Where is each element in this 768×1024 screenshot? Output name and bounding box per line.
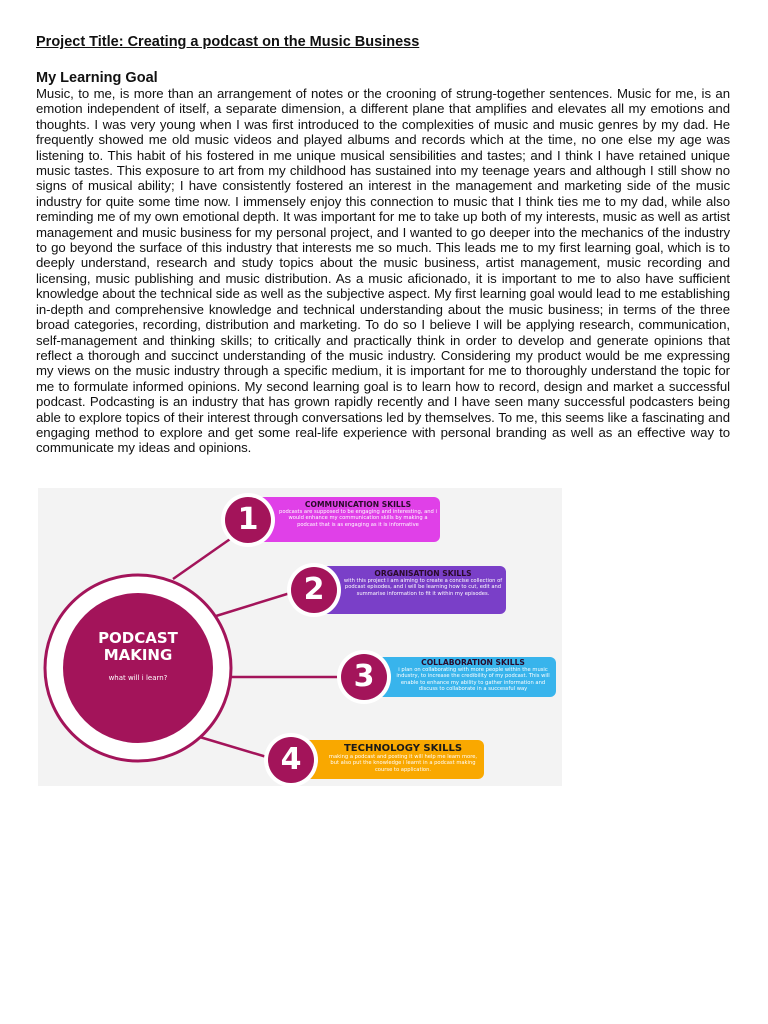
- project-title: Project Title: Creating a podcast on the Music Business: [36, 34, 420, 50]
- podcast-infographic: [38, 488, 562, 786]
- learning-goal-paragraph: Music, to me, is more than an arrangement of notes or the crooning of strung-together sentences. Music for me, is an emotion independent of itself, a separate dimension, a different plane that amplifies and elevates all my emotions and thoughts. I was very young when I was first introduced to the complexities of music and music genres by my dad. He frequently showed me old music videos and played albums and records which at the time, no one else my age was listening to. This habit of his fostered in me unique musical sensibilities and tastes; and I think I have retained unique music tastes. This exposure to art from my childhood has sustained into my teenage years and although I still show no signs of musical ability; I have consistently fostered an interest in the management and marketing side of the music industry for quite some time now. I immensely enjoy this connection to music that I think ties me to my dad, while also reminding me of my own emotional depth. It was important for me to take up both of my interests, music as well as artist management and music business for my personal project, and I wanted to go deeper into the mechanics of the industry to go beyond the surface of this industry that interests me so much. This leads me to my first learning goal, which is to deeply understand, research and study topics about the music business, artist management, music recording and licensing, music publishing and music distribution. As a music aficionado, it is important to me to also have sufficient knowledge about the technical side as well as the subjective aspect. My first learning goal would lead to me establishing in-depth and comprehensive knowledge and technical understanding about the music business; in terms of the three broad categories, recording, distribution and marketing. To do so I believe I will be applying research, communication, self-management and thinking skills; to critically and practically think in order to develop and generate opinions that reflect a thorough and succinct understanding of the music industry. Considering my product would be me expressing my views on the music industry through a specific medium, it is important for me to thoroughly understand the topic for me to formulate informed opinions. My second learning goal is to learn how to record, design and market a successful podcast. Podcasting is an industry that has grown rapidly recently and I have seen many successful podcasters being able to explore topics of their interest through conversations led by themselves. To me, this seems like a fascinating and engaging method to explore and get some real-life experience with personal branding as well as an effective way to communicate my ideas and opinions.: [36, 86, 730, 456]
- item-number-2: 2: [303, 572, 325, 607]
- box-1-text: podcasts are supposed to be engaging and interesting, and i would enhance my communication skills by making a podcast that is as engaging as it is informative: [279, 509, 437, 528]
- box-3-content: [392, 658, 554, 693]
- box-3-title: COLLABORATION SKILLS: [421, 658, 525, 667]
- item-number-4: 4: [280, 742, 302, 777]
- center-subtitle: what will i learn?: [108, 674, 168, 682]
- box-2-title: ORGANISATION SKILLS: [374, 569, 472, 578]
- center-circle: [63, 593, 213, 743]
- center-title: PODCAST MAKING: [98, 629, 178, 664]
- box-2-text: with this project i am aiming to create a concise collection of podcast episodes, and i will be learning how to cut, edit and summarise information to fit it within my episodes.: [343, 578, 503, 597]
- box-4-text: making a podcast and posting it will help me learn more, but also put the knowledge i learnt in a podcast making course to application.: [328, 754, 478, 773]
- connector-line-4: [193, 735, 270, 758]
- section-heading: My Learning Goal: [36, 70, 158, 86]
- box-3-text: i plan on collaborating with more people within the music industry, to increase the credibility of my podcast. This will enable to enhance my ability to gather information and discuss to collaborate in a successful way: [396, 667, 550, 693]
- box-4-title: TECHNOLOGY SKILLS: [343, 743, 463, 754]
- item-number-3: 3: [353, 659, 375, 694]
- box-1-content: [278, 500, 438, 528]
- item-number-1: 1: [237, 502, 259, 537]
- box-2-content: [342, 569, 504, 597]
- box-1-title: COMMUNICATION SKILLS: [304, 500, 412, 509]
- box-4-content: [324, 743, 482, 773]
